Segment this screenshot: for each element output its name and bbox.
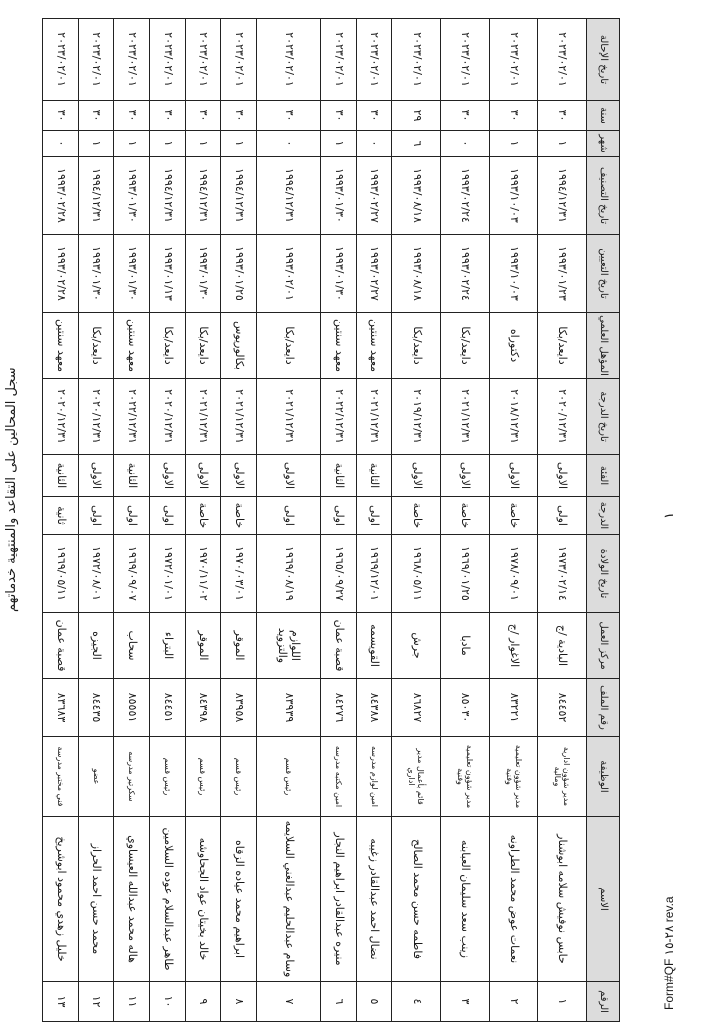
cell-col-grade: اولى bbox=[356, 497, 392, 535]
cell-col-qualification: دكتوراه bbox=[489, 313, 538, 379]
cell-col-category: الثانية bbox=[114, 455, 150, 497]
cell-col-work-center: اللوازم والتزويد bbox=[256, 613, 320, 679]
cell-col-classification-date: ١٩٩٣/٠٨/١٨ bbox=[392, 157, 441, 235]
cell-col-name: نضال احمد عبدالقادر زغيبه bbox=[356, 817, 392, 982]
cell-col-hire-date: ١٩٩٣/٠١/٢٥ bbox=[221, 235, 257, 313]
cell-col-month: ١ bbox=[321, 131, 357, 157]
cell-col-number: ١٠ bbox=[149, 982, 185, 1022]
page-number: ١ bbox=[661, 512, 677, 519]
cell-col-file-number: ٨٥٥٥١ bbox=[114, 679, 150, 737]
cell-col-qualification: دايعد/بكا bbox=[149, 313, 185, 379]
cell-col-name: طاهر عبدالسلام عوده السلامين bbox=[149, 817, 185, 982]
cell-col-number: ١٣ bbox=[43, 982, 79, 1022]
cell-col-job: عضو bbox=[78, 737, 114, 817]
table-header bbox=[587, 19, 620, 1022]
cell-col-year: ٣٠ bbox=[321, 101, 357, 131]
header-col-category: الفئة bbox=[587, 455, 620, 497]
cell-col-job: سكرتير مدرسه bbox=[114, 737, 150, 817]
cell-col-job: مدير شؤون ادارية ومالية bbox=[538, 737, 587, 817]
cell-col-grade-date: ٢٠٢٠/١٢/٣١ bbox=[43, 379, 79, 455]
cell-col-work-center: سحاب bbox=[114, 613, 150, 679]
cell-col-number: ١٢ bbox=[78, 982, 114, 1022]
cell-col-retirement-date: ٢٠٢٣/٠٢/٠١ bbox=[321, 19, 357, 101]
cell-col-qualification: دايعد/بكا bbox=[78, 313, 114, 379]
cell-col-number: ٢ bbox=[489, 982, 538, 1022]
cell-col-grade: اولى bbox=[114, 497, 150, 535]
cell-col-file-number: ٨٤٤٥١ bbox=[149, 679, 185, 737]
cell-col-number: ٦ bbox=[321, 982, 357, 1022]
cell-col-file-number: ٨٣٦٨٣ bbox=[43, 679, 79, 737]
header-col-hire-date: تاريخ التعيين bbox=[587, 235, 620, 313]
header-col-job: الوظيفة bbox=[587, 737, 620, 817]
cell-col-birth-date: ١٩٦٨/٠٥/١١ bbox=[392, 535, 441, 613]
cell-col-category: الاولى bbox=[185, 455, 221, 497]
cell-col-month: ١ bbox=[185, 131, 221, 157]
cell-col-classification-date: ١٩٩٤/١٢/٣١ bbox=[221, 157, 257, 235]
cell-col-classification-date: ١٩٩٣/١٠/٠٣ bbox=[489, 157, 538, 235]
cell-col-name: منيره عبدالقادر ابراهيم النجار bbox=[321, 817, 357, 982]
header-row bbox=[587, 19, 620, 1022]
cell-col-name: خليل زهدي محمود ابوشريخ bbox=[43, 817, 79, 982]
cell-col-number: ٩ bbox=[185, 982, 221, 1022]
cell-col-hire-date: ١٩٩٣/٠٢/٢٧ bbox=[356, 235, 392, 313]
cell-col-month: ٦ bbox=[392, 131, 441, 157]
cell-col-month: ٠ bbox=[256, 131, 320, 157]
cell-col-job: امين لوازم مدرسه bbox=[356, 737, 392, 817]
cell-col-grade: خاصة bbox=[441, 497, 490, 535]
cell-col-year: ٣٠ bbox=[149, 101, 185, 131]
cell-col-file-number: ٨٤٣٩٨ bbox=[185, 679, 221, 737]
cell-col-retirement-date: ٢٠٢٣/٠٢/٠١ bbox=[489, 19, 538, 101]
cell-col-birth-date: ١٩٦٩/٠٨/١٩ bbox=[256, 535, 320, 613]
cell-col-number: ١ bbox=[538, 982, 587, 1022]
cell-col-birth-date: ١٩٧٢/٠١/٠١ bbox=[149, 535, 185, 613]
form-id: Form#QF ٢٨-١٥ rev.a bbox=[662, 896, 676, 1010]
retirees-table-wrap bbox=[42, 18, 620, 1013]
header-col-grade: الدرجة bbox=[587, 497, 620, 535]
cell-col-hire-date: ١٩٩٣/٠١/١٣ bbox=[149, 235, 185, 313]
cell-col-category: الاولى bbox=[256, 455, 320, 497]
cell-col-number: ٥ bbox=[356, 982, 392, 1022]
cell-col-month: ١ bbox=[149, 131, 185, 157]
cell-col-qualification: معهد سنتين bbox=[43, 313, 79, 379]
cell-col-hire-date: ١٩٩٣/٠١/٣٠ bbox=[78, 235, 114, 313]
cell-col-category: الاولى bbox=[489, 455, 538, 497]
cell-col-grade: اولى bbox=[538, 497, 587, 535]
cell-col-name: حابس نوفيش سلامه ابوشنار bbox=[538, 817, 587, 982]
cell-col-grade: اولى bbox=[256, 497, 320, 535]
cell-col-grade-date: ٢٠١٩/١٢/٣١ bbox=[392, 379, 441, 455]
cell-col-retirement-date: ٢٠٢٣/٠٢/٠١ bbox=[221, 19, 257, 101]
cell-col-month: ١ bbox=[114, 131, 150, 157]
cell-col-job: مدير شؤون تعليمية وفنية bbox=[441, 737, 490, 817]
cell-col-year: ٣٠ bbox=[221, 101, 257, 131]
cell-col-category: الاولى bbox=[78, 455, 114, 497]
cell-col-name: محمد حسن احمد الحراز bbox=[78, 817, 114, 982]
cell-col-year: ٣٠ bbox=[538, 101, 587, 131]
cell-col-grade-date: ٢٠٢٠/١٢/٣١ bbox=[538, 379, 587, 455]
cell-col-grade: ثانية bbox=[43, 497, 79, 535]
table-row bbox=[356, 19, 392, 1022]
cell-col-qualification: دايعد/بكا bbox=[392, 313, 441, 379]
cell-col-grade: اولى bbox=[321, 497, 357, 535]
cell-col-year: ٣٠ bbox=[489, 101, 538, 131]
cell-col-year: ٣٠ bbox=[185, 101, 221, 131]
cell-col-hire-date: ١٩٩٣/٠٢/٢٤ bbox=[441, 235, 490, 313]
header-col-classification-date: تاريخ التصنيف bbox=[587, 157, 620, 235]
cell-col-number: ٤ bbox=[392, 982, 441, 1022]
cell-col-work-center: الموقر bbox=[221, 613, 257, 679]
cell-col-category: الاولى bbox=[392, 455, 441, 497]
cell-col-retirement-date: ٢٠٢٣/٠٢/٠١ bbox=[538, 19, 587, 101]
cell-col-month: ٠ bbox=[356, 131, 392, 157]
table-row bbox=[114, 19, 150, 1022]
cell-col-month: ١ bbox=[538, 131, 587, 157]
cell-col-retirement-date: ٢٠٢٣/٠٢/٠١ bbox=[185, 19, 221, 101]
cell-col-job: رئيس قسم bbox=[185, 737, 221, 817]
table-row bbox=[441, 19, 490, 1022]
cell-col-birth-date: ١٩٧٨/٠٩/٠١ bbox=[489, 535, 538, 613]
cell-col-qualification: معهد سنتين bbox=[321, 313, 357, 379]
header-col-retirement-date: تاريخ الإحالة bbox=[587, 19, 620, 101]
cell-col-grade-date: ٢٠٢١/١٢/٣١ bbox=[356, 379, 392, 455]
cell-col-birth-date: ١٩٦٩/٠٥/١١ bbox=[43, 535, 79, 613]
cell-col-grade-date: ٢٠٢١/١٢/٣١ bbox=[185, 379, 221, 455]
cell-col-classification-date: ١٩٩٤/١٢/٣١ bbox=[256, 157, 320, 235]
cell-col-number: ٨ bbox=[221, 982, 257, 1022]
table-row bbox=[321, 19, 357, 1022]
cell-col-grade: اولى bbox=[149, 497, 185, 535]
cell-col-birth-date: ١٩٦٩/٠١/٢٥ bbox=[441, 535, 490, 613]
table-row bbox=[489, 19, 538, 1022]
cell-col-grade: اولى bbox=[78, 497, 114, 535]
cell-col-grade-date: ٢٠٢٠/١٢/٣١ bbox=[149, 379, 185, 455]
cell-col-grade-date: ٢٠٢١/١٢/٣١ bbox=[441, 379, 490, 455]
table-body bbox=[43, 19, 587, 1022]
cell-col-month: ١ bbox=[78, 131, 114, 157]
cell-col-qualification: دايعد/بكا bbox=[256, 313, 320, 379]
cell-col-qualification: معهد سنتين bbox=[114, 313, 150, 379]
cell-col-file-number: ٨٤٤٥٢ bbox=[538, 679, 587, 737]
header-col-name: الاسم bbox=[587, 817, 620, 982]
header-col-file-number: رقم الملف bbox=[587, 679, 620, 737]
cell-col-birth-date: ١٩٧٠/١١/٠٢ bbox=[185, 535, 221, 613]
cell-col-year: ٣٠ bbox=[114, 101, 150, 131]
cell-col-grade: خاصة bbox=[185, 497, 221, 535]
retirees-table bbox=[42, 18, 620, 1022]
document-title: سجل المحالين على التقاعد والمنتهية خدماتهم bbox=[4, 367, 19, 613]
cell-col-name: هاله محمد عبدالله العيساوي bbox=[114, 817, 150, 982]
header-col-number: الرقم bbox=[587, 982, 620, 1022]
cell-col-birth-date: ١٩٦٩/٠٩/٠٧ bbox=[114, 535, 150, 613]
cell-col-hire-date: ١٩٩٣/١٠/٠٣ bbox=[489, 235, 538, 313]
cell-col-retirement-date: ٢٠٢٣/٠٢/٠١ bbox=[78, 19, 114, 101]
cell-col-grade-date: ٢٠٢٠/١٢/٣١ bbox=[78, 379, 114, 455]
cell-col-retirement-date: ٢٠٢٣/٠٢/٠١ bbox=[114, 19, 150, 101]
cell-col-work-center: البتراء bbox=[149, 613, 185, 679]
cell-col-job: رئيس قسم bbox=[256, 737, 320, 817]
cell-col-grade: خاصة bbox=[392, 497, 441, 535]
cell-col-hire-date: ١٩٩٣/٠٨/١٨ bbox=[392, 235, 441, 313]
cell-col-file-number: ٨٦٨٢٧ bbox=[392, 679, 441, 737]
cell-col-retirement-date: ٢٠٢٣/٠٢/٠١ bbox=[356, 19, 392, 101]
table-row bbox=[392, 19, 441, 1022]
cell-col-birth-date: ١٩٧٠/٠٣/٠١ bbox=[221, 535, 257, 613]
cell-col-job: امين مكتبه مدرسه bbox=[321, 737, 357, 817]
table-row bbox=[149, 19, 185, 1022]
cell-col-month: ٠ bbox=[441, 131, 490, 157]
header-col-grade-date: تاريخ الدرجة bbox=[587, 379, 620, 455]
cell-col-category: الاولى bbox=[538, 455, 587, 497]
cell-col-hire-date: ١٩٩٣/٠١/٣٠ bbox=[185, 235, 221, 313]
cell-col-classification-date: ١٩٩٤/١٢/٣١ bbox=[149, 157, 185, 235]
cell-col-job: قائم بأعمال مدير اداري bbox=[392, 737, 441, 817]
cell-col-category: الاولى bbox=[221, 455, 257, 497]
cell-col-hire-date: ١٩٩٣/٠٢/٢٨ bbox=[43, 235, 79, 313]
table-row bbox=[538, 19, 587, 1022]
cell-col-category: الثانية bbox=[356, 455, 392, 497]
cell-col-hire-date: ١٩٩٣/٠١/٢٣ bbox=[538, 235, 587, 313]
cell-col-retirement-date: ٢٠٢٣/٠٢/٠١ bbox=[149, 19, 185, 101]
cell-col-work-center: قصبة عمان bbox=[43, 613, 79, 679]
cell-col-category: الثانية bbox=[43, 455, 79, 497]
cell-col-work-center: الموقر bbox=[185, 613, 221, 679]
cell-col-year: ٣٠ bbox=[441, 101, 490, 131]
cell-col-category: الاولى bbox=[441, 455, 490, 497]
cell-col-category: الثانية bbox=[321, 455, 357, 497]
table-row bbox=[221, 19, 257, 1022]
cell-col-job: رئيس قسم bbox=[149, 737, 185, 817]
cell-col-year: ٣٠ bbox=[356, 101, 392, 131]
cell-col-grade: خاصة bbox=[489, 497, 538, 535]
cell-col-classification-date: ١٩٩٣/٠٢/٢٤ bbox=[441, 157, 490, 235]
cell-col-year: ٢٩ bbox=[392, 101, 441, 131]
header-col-work-center: مركز العمل bbox=[587, 613, 620, 679]
cell-col-work-center: قصبة عمان bbox=[321, 613, 357, 679]
cell-col-classification-date: ١٩٩٤/١٢/٣١ bbox=[538, 157, 587, 235]
cell-col-hire-date: ١٩٩٣/٠١/٣٠ bbox=[114, 235, 150, 313]
cell-col-month: ٠ bbox=[43, 131, 79, 157]
cell-col-name: وسام عبدالحليم عبدالغني السلايمه bbox=[256, 817, 320, 982]
cell-col-year: ٣٠ bbox=[78, 101, 114, 131]
table-row bbox=[43, 19, 79, 1022]
cell-col-month: ١ bbox=[221, 131, 257, 157]
cell-col-name: نعمات عوض محمد الطراونه bbox=[489, 817, 538, 982]
cell-col-grade: خاصة bbox=[221, 497, 257, 535]
cell-col-month: ١ bbox=[489, 131, 538, 157]
cell-col-classification-date: ١٩٩٣/٠١/٣٠ bbox=[114, 157, 150, 235]
cell-col-category: الاولى bbox=[149, 455, 185, 497]
cell-col-job: رئيس قسم bbox=[221, 737, 257, 817]
cell-col-job: فني مختبر مدرسة bbox=[43, 737, 79, 817]
cell-col-retirement-date: ٢٠٢٣/٠٢/٠١ bbox=[256, 19, 320, 101]
cell-col-grade-date: ٢٠٢١/١٢/٣١ bbox=[256, 379, 320, 455]
header-col-qualification: المؤهل العلمي bbox=[587, 313, 620, 379]
cell-col-file-number: ٨٤٣٨٨ bbox=[356, 679, 392, 737]
cell-col-classification-date: ١٩٩٤/١٢/٣١ bbox=[185, 157, 221, 235]
cell-col-birth-date: ١٩٧٢/٠٨/٠١ bbox=[78, 535, 114, 613]
cell-col-qualification: معهد سنتين bbox=[356, 313, 392, 379]
cell-col-file-number: ٨٣٢٢١ bbox=[489, 679, 538, 737]
header-col-year: سنة bbox=[587, 101, 620, 131]
cell-col-number: ١١ bbox=[114, 982, 150, 1022]
cell-col-hire-date: ١٩٩٣/٠١/٣٠ bbox=[321, 235, 357, 313]
header-col-month: شهر bbox=[587, 131, 620, 157]
cell-col-classification-date: ١٩٩٣/٠٢/٢٧ bbox=[356, 157, 392, 235]
cell-col-number: ٣ bbox=[441, 982, 490, 1022]
header-col-birth-date: تاريخ الولادة bbox=[587, 535, 620, 613]
cell-col-name: ابراهيم محمد عياده الزقاه bbox=[221, 817, 257, 982]
cell-col-name: خالد بخيتان عواد الجحاوشه bbox=[185, 817, 221, 982]
cell-col-qualification: دايعد/بكا bbox=[538, 313, 587, 379]
cell-col-work-center: القويسمه bbox=[356, 613, 392, 679]
table-row bbox=[185, 19, 221, 1022]
cell-col-work-center: جرش bbox=[392, 613, 441, 679]
cell-col-year: ٣٠ bbox=[256, 101, 320, 131]
cell-col-retirement-date: ٢٠٢٣/٠٢/٠١ bbox=[43, 19, 79, 101]
cell-col-work-center: البادية /ج bbox=[538, 613, 587, 679]
cell-col-file-number: ٨٣٩٣٩ bbox=[256, 679, 320, 737]
cell-col-grade-date: ٢٠١٨/١٢/٣١ bbox=[489, 379, 538, 455]
cell-col-classification-date: ١٩٩٤/١٢/٣١ bbox=[78, 157, 114, 235]
cell-col-grade-date: ٢٠٢٢/١٢/٣١ bbox=[321, 379, 357, 455]
cell-col-file-number: ٨٥٠٣٠ bbox=[441, 679, 490, 737]
cell-col-file-number: ٨٤٤٣٥ bbox=[78, 679, 114, 737]
cell-col-file-number: ٨٣٩٥٨ bbox=[221, 679, 257, 737]
cell-col-name: فاطمه حسن محمد الصالح bbox=[392, 817, 441, 982]
table-row bbox=[256, 19, 320, 1022]
cell-col-retirement-date: ٢٠٢٣/٠٢/٠١ bbox=[392, 19, 441, 101]
cell-col-birth-date: ١٩٦٩/١٢/٠١ bbox=[356, 535, 392, 613]
cell-col-work-center: الجيزه bbox=[78, 613, 114, 679]
cell-col-qualification: دايعد/بكا bbox=[185, 313, 221, 379]
cell-col-work-center: مادبا bbox=[441, 613, 490, 679]
cell-col-job: مدير شؤون تعليمية وفنية bbox=[489, 737, 538, 817]
cell-col-work-center: الاغوار /ج bbox=[489, 613, 538, 679]
cell-col-number: ٧ bbox=[256, 982, 320, 1022]
cell-col-classification-date: ١٩٩٣/٠٢/٢٨ bbox=[43, 157, 79, 235]
cell-col-birth-date: ١٩٧٣/٠٢/١٤ bbox=[538, 535, 587, 613]
cell-col-hire-date: ١٩٩٣/٠٢/٠١ bbox=[256, 235, 320, 313]
table-row bbox=[78, 19, 114, 1022]
cell-col-retirement-date: ٢٠٢٣/٠٢/٠١ bbox=[441, 19, 490, 101]
cell-col-qualification: دايعد/بكا bbox=[441, 313, 490, 379]
cell-col-file-number: ٨٤٢٧٦ bbox=[321, 679, 357, 737]
cell-col-qualification: بكالوريوس bbox=[221, 313, 257, 379]
cell-col-grade-date: ٢٠٢٢/١٢/٣١ bbox=[114, 379, 150, 455]
cell-col-birth-date: ١٩٦٥/٠٩/٢٧ bbox=[321, 535, 357, 613]
cell-col-classification-date: ١٩٩٣/٠١/٣٠ bbox=[321, 157, 357, 235]
cell-col-name: زينب سعد سليمان العبابنه bbox=[441, 817, 490, 982]
cell-col-grade-date: ٢٠٢١/١٢/٣١ bbox=[221, 379, 257, 455]
cell-col-year: ٣٠ bbox=[43, 101, 79, 131]
